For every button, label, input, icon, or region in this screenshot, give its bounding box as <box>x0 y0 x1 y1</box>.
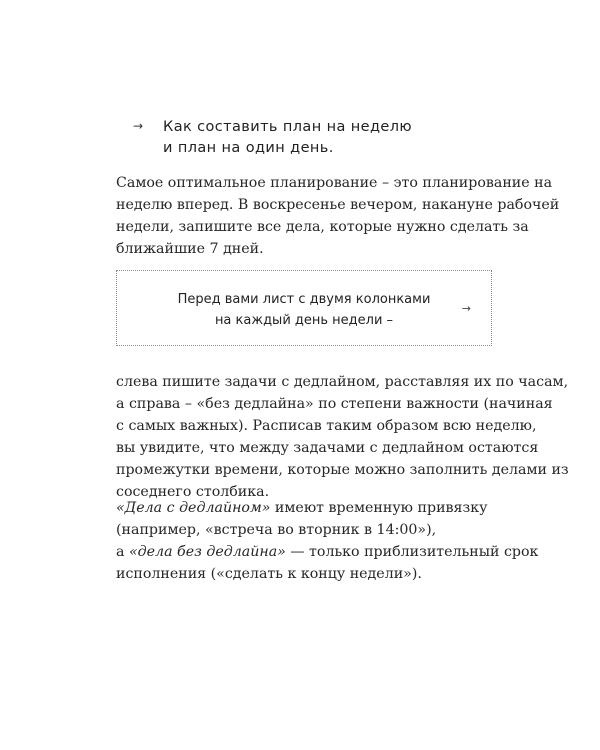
heading-title <box>163 117 412 159</box>
callout-emphasis: лист с двумя колонками <box>262 292 431 307</box>
paragraph-line: ближайшие 7 дней. <box>116 241 264 257</box>
paragraph-line: с самых важных). Расписав таким образом всю неделю, <box>116 418 537 434</box>
paragraph-definitions <box>116 497 539 585</box>
paragraph-line: Самое оптимальное планирование – это планирование на <box>116 175 553 191</box>
callout-box <box>116 270 492 346</box>
text-segment: а <box>116 544 129 560</box>
paragraph-line: вы увидите, что между задачами с дедлайном остаются <box>116 440 539 456</box>
paragraph-line: неделю вперед. В воскресенье вечером, накануне рабочей <box>116 197 560 213</box>
section-heading <box>133 117 412 159</box>
text-segment: имеют временную привязку <box>270 500 488 516</box>
paragraph-line: промежутки времени, которые можно заполнить делами из <box>116 462 569 478</box>
paragraph-line: соседнего столбика. <box>116 484 270 500</box>
text-segment: — только приблизительный срок <box>285 544 539 560</box>
paragraph-line: (например, «встреча во вторник в 14:00»), <box>116 522 437 538</box>
emphasis-deadline-tasks: «Дела с дедлайном» <box>116 500 271 516</box>
callout-text <box>117 289 491 331</box>
paragraph-columns <box>116 371 569 503</box>
arrow-right-icon: → <box>133 119 144 133</box>
paragraph-line: исполнения («сделать к концу недели»). <box>116 566 422 582</box>
arrow-right-icon: → <box>461 302 471 315</box>
callout-line-2: на каждый день недели – <box>214 313 394 328</box>
paragraph-line: а справа – «без дедлайна» по степени важности (начиная <box>116 396 553 412</box>
emphasis-no-deadline-tasks: «дела без дедлайна» <box>128 544 286 560</box>
heading-line-2: и план на один день. <box>163 140 334 156</box>
paragraph-line: слева пишите задачи с дедлайном, расставляя их по часам, <box>116 374 569 390</box>
callout-prefix: Перед вами <box>177 292 263 307</box>
paragraph-line: недели, запишите все дела, которые нужно сделать за <box>116 219 529 235</box>
heading-line-1: Как составить план на неделю <box>163 119 412 135</box>
paragraph-line <box>116 497 506 519</box>
paragraph-intro <box>116 172 560 260</box>
callout-line-1 <box>117 289 491 310</box>
paragraph-line <box>116 541 539 563</box>
